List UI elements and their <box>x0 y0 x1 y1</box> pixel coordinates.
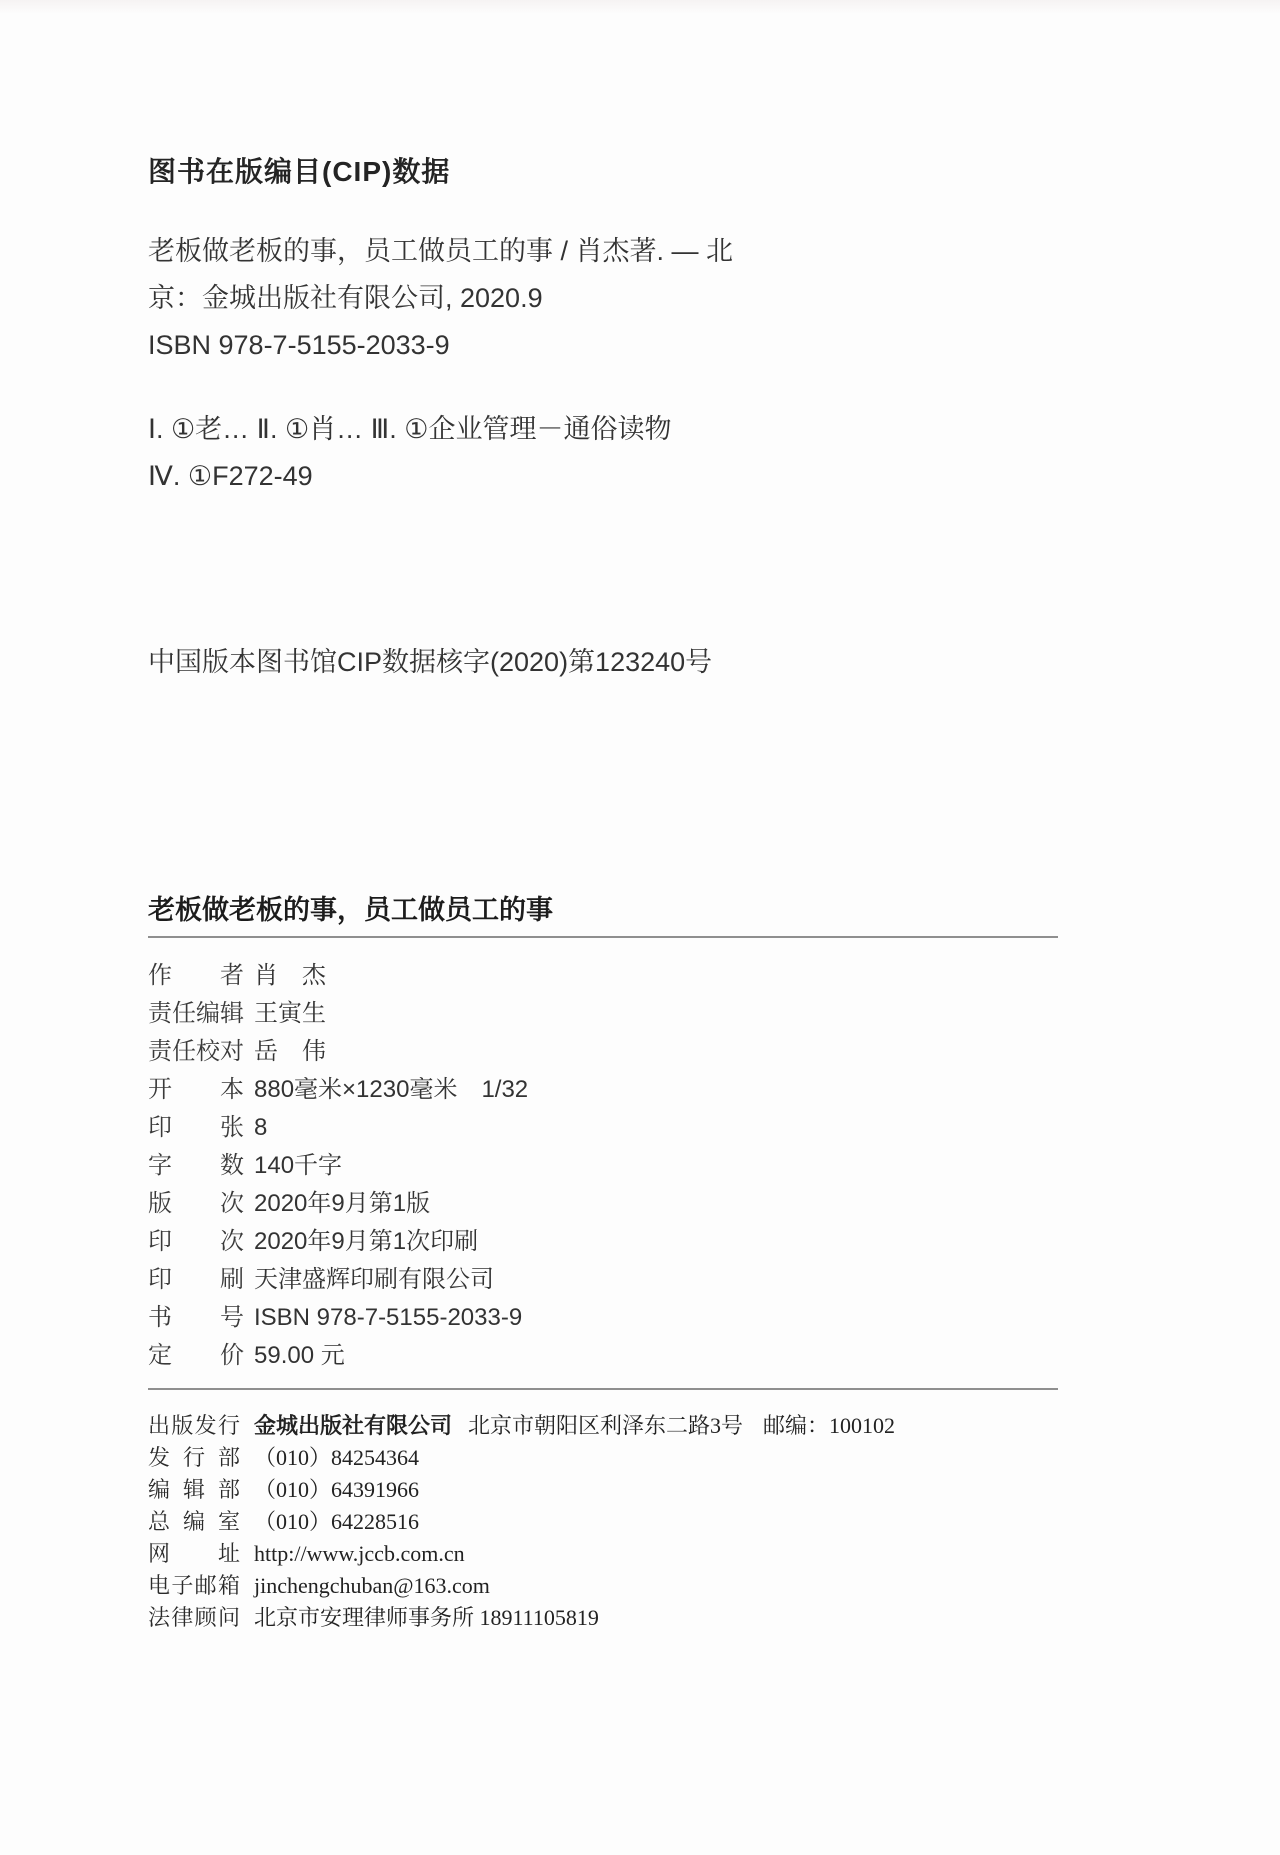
field-value: 59.00 元 <box>254 1342 345 1369</box>
field-label: 电子邮箱 <box>148 1573 240 1598</box>
field-value: http://www.jccb.com.cn <box>254 1541 465 1566</box>
colophon-row <box>148 1261 528 1299</box>
field-label: 网址 <box>148 1541 240 1566</box>
field-label: 出版发行 <box>148 1413 240 1438</box>
field-label: 总编室 <box>148 1509 240 1534</box>
cip-classification-line: Ⅰ. ①老… Ⅱ. ①肖… Ⅲ. ①企业管理－通俗读物 <box>148 414 672 444</box>
field-label: 作者 <box>148 962 244 989</box>
publisher-row <box>148 1474 895 1506</box>
field-label: 开本 <box>148 1076 244 1103</box>
publisher-row <box>148 1410 895 1442</box>
field-label: 书号 <box>148 1304 244 1331</box>
cip-header: 图书在版编目(CIP)数据 <box>148 156 451 187</box>
field-value: 8 <box>254 1114 268 1141</box>
field-label: 印次 <box>148 1228 244 1255</box>
publisher-row <box>148 1602 895 1634</box>
publisher-row <box>148 1442 895 1474</box>
field-label: 印张 <box>148 1114 244 1141</box>
field-value: （010）64228516 <box>254 1509 420 1534</box>
cip-record-block <box>148 228 733 369</box>
field-label: 定价 <box>148 1342 244 1369</box>
colophon-row <box>148 1223 528 1261</box>
field-label: 发行部 <box>148 1445 240 1470</box>
divider-bottom <box>148 1388 1058 1390</box>
field-value: 肖 杰 <box>254 962 326 989</box>
publisher-address: 北京市朝阳区利泽东二路3号 <box>468 1413 744 1438</box>
cip-classification-line: Ⅳ. ①F272-49 <box>148 461 313 491</box>
field-value: jinchengchuban@163.com <box>254 1573 490 1598</box>
field-value: 天津盛辉印刷有限公司 <box>254 1266 494 1293</box>
colophon-row <box>148 1071 528 1109</box>
field-label: 字数 <box>148 1152 244 1179</box>
publisher-row <box>148 1570 895 1602</box>
field-value: 2020年9月第1次印刷 <box>254 1228 479 1255</box>
colophon-row <box>148 1299 528 1337</box>
field-value: （010）84254364 <box>254 1445 420 1470</box>
colophon-table <box>148 957 528 1375</box>
field-label: 编辑部 <box>148 1477 240 1502</box>
colophon-row <box>148 1185 528 1223</box>
field-value: 岳 伟 <box>254 1038 326 1065</box>
field-value: 880毫米×1230毫米 1/32 <box>254 1076 529 1103</box>
cip-registry-line: 中国版本图书馆CIP数据核字(2020)第123240号 <box>148 647 713 677</box>
field-value: 140千字 <box>254 1152 343 1179</box>
field-value: ISBN 978-7-5155-2033-9 <box>254 1304 523 1331</box>
field-label: 责任校对 <box>148 1038 244 1065</box>
cip-classification-block <box>148 406 672 500</box>
colophon-row <box>148 1033 528 1071</box>
colophon-row <box>148 1109 528 1147</box>
field-label: 责任编辑 <box>148 1000 244 1027</box>
publisher-row <box>148 1506 895 1538</box>
cip-record-line: 京：金城出版社有限公司, 2020.9 <box>148 283 543 313</box>
publisher-row <box>148 1538 895 1570</box>
field-value: 北京市安理律师事务所 18911105819 <box>254 1605 599 1630</box>
field-label: 印刷 <box>148 1266 244 1293</box>
colophon-row <box>148 957 528 995</box>
field-value: （010）64391966 <box>254 1477 420 1502</box>
field-value: 王寅生 <box>254 1000 326 1027</box>
cip-record-line: 老板做老板的事，员工做员工的事 / 肖杰著. — 北 <box>148 236 734 266</box>
field-label: 版次 <box>148 1190 244 1217</box>
colophon-row <box>148 1337 528 1375</box>
colophon-row <box>148 995 528 1033</box>
book-title: 老板做老板的事，员工做员工的事 <box>148 895 553 925</box>
publisher-name: 金城出版社有限公司 <box>254 1413 453 1438</box>
divider-top <box>148 936 1058 938</box>
colophon-row <box>148 1147 528 1185</box>
publisher-table <box>148 1410 895 1634</box>
field-label: 法律顾问 <box>148 1605 240 1630</box>
field-value: 2020年9月第1版 <box>254 1190 431 1217</box>
cip-record-line: ISBN 978-7-5155-2033-9 <box>148 330 450 360</box>
publisher-postcode: 邮编：100102 <box>763 1413 896 1438</box>
